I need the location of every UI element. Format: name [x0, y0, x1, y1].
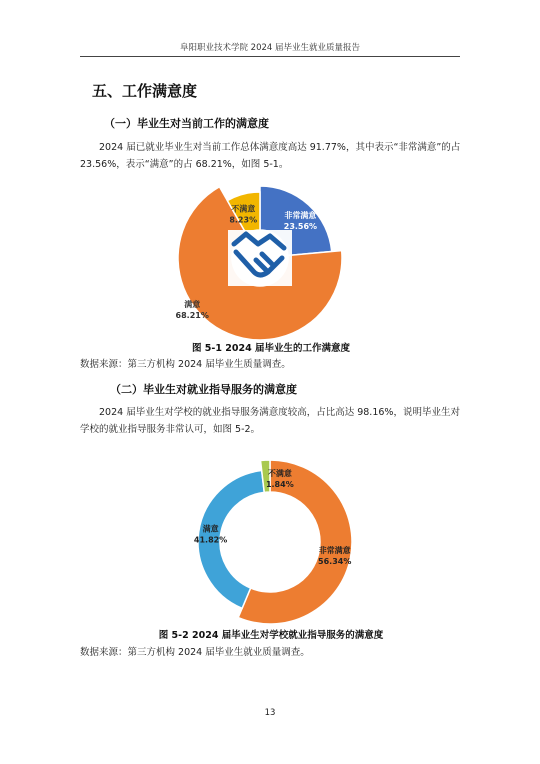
work-satisfaction-donut-chart	[160, 168, 380, 340]
subsection-title-guidance-satisfaction: （二）毕业生对就业指导服务的满意度	[110, 383, 297, 396]
slice-value-label-3: 8.23%	[229, 215, 258, 225]
slice-category-label-3: 不满意	[267, 469, 292, 479]
figure-caption-5-1: 图 5-1 2024 届毕业生的工作满意度	[191, 343, 351, 354]
guidance-satisfaction-donut-chart	[180, 456, 360, 628]
paragraph-work-satisfaction: 2024 届已就业毕业生对当前工作总体满意度高达 91.77%，其中表示“非常满意”的占 23.56%，表示“满意”的占 68.21%，如图 5-1。	[80, 142, 461, 170]
subsection-title-work-satisfaction: （一）毕业生对当前工作的满意度	[104, 117, 269, 130]
slice-value-label-2: 68.21%	[175, 311, 209, 321]
slice-value-label-3: 1.84%	[265, 480, 294, 490]
slice-value-label-1: 56.34%	[318, 557, 352, 567]
slice-category-label-2: 满意	[184, 300, 201, 310]
handshake-icon	[228, 230, 292, 286]
slice-category-label-1: 非常满意	[284, 211, 317, 221]
slice-value-label-1: 23.56%	[283, 222, 318, 232]
figure-caption-5-2: 图 5-2 2024 届毕业生对学校就业指导服务的满意度	[158, 630, 384, 641]
slice-category-label-2: 满意	[202, 524, 219, 534]
section-title: 五、工作满意度	[92, 82, 198, 100]
slice-value-label-2: 41.82%	[193, 535, 228, 545]
data-source-5-2: 数据来源：第三方机构 2024 届毕业生就业质量调查。	[80, 647, 310, 658]
slice-category-label-3: 不满意	[231, 204, 256, 214]
page-number: 13	[264, 708, 276, 718]
data-source-5-1: 数据来源：第三方机构 2024 届毕业生质量调查。	[80, 359, 291, 370]
paragraph-guidance-satisfaction: 2024 届毕业生对学校的就业指导服务满意度较高，占比高达 98.16%，说明毕业生对学校的就业指导服务非常认可，如图 5-2。	[80, 407, 460, 435]
page-header: 阜阳职业技术学院 2024 届毕业生就业质量报告	[80, 41, 460, 57]
slice-category-label-1: 非常满意	[318, 546, 351, 556]
